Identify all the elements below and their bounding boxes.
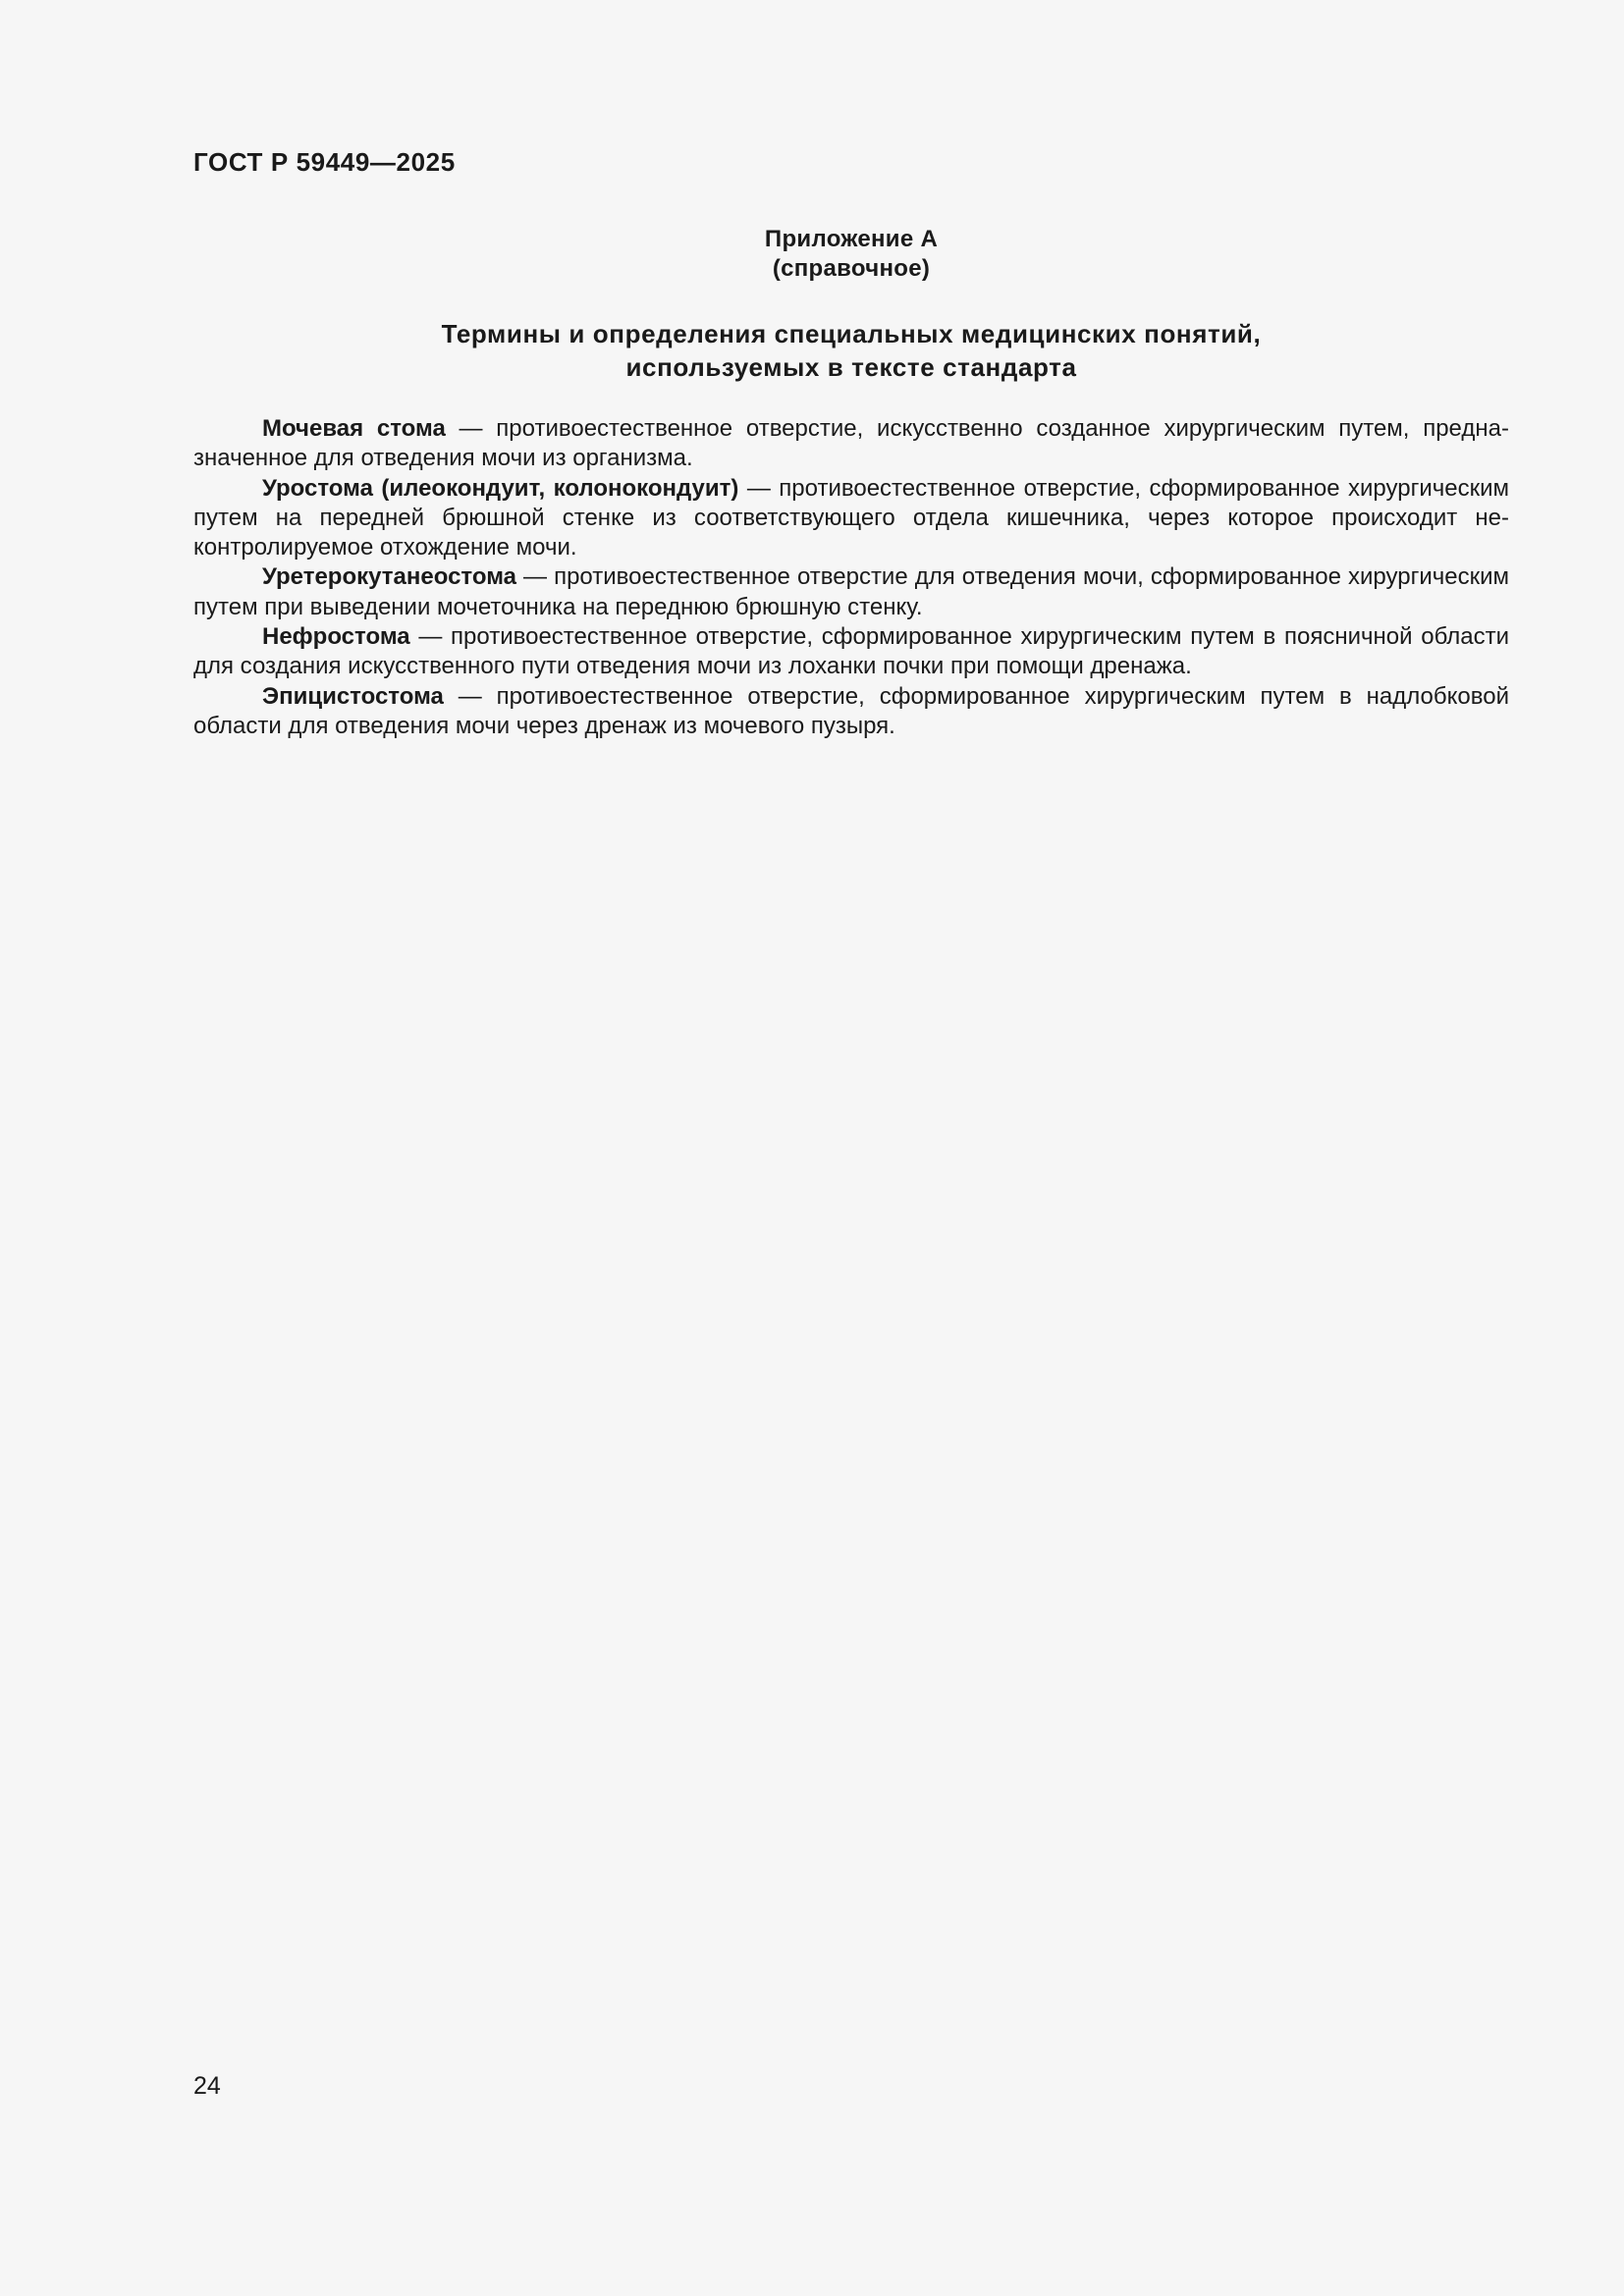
- section-title-line-1: Термины и определения специальных медицинских понятий,: [441, 319, 1262, 348]
- definition-paragraph: [193, 414, 1509, 474]
- appendix-subtitle: (справочное): [772, 255, 931, 282]
- definition-term: Уростома (илеокондуит, колонокондуит): [262, 474, 739, 502]
- definition-paragraph: [193, 562, 1509, 622]
- definition-term: Эпицистостома: [262, 682, 444, 710]
- definition-paragraph: [193, 682, 1509, 742]
- document-code: ГОСТ Р 59449—2025: [193, 147, 456, 177]
- appendix-title: Приложение А: [764, 226, 939, 252]
- definition-text: — противоестественное отверстие, сформированное хирургическим путем в надлобковой области для отведения мочи через дренаж из мочевого пузыря.: [193, 682, 1509, 739]
- definition-text: — противоестественное отверстие, искусственно созданное хирургическим путем, предназначенное для отведения мочи из организма.: [193, 415, 1509, 472]
- definition-text: — противоестественное отверстие, сформированное хирургическим путем в поясничной области для создания искусственного пути отведения мочи из лоханки почки при помощи дренажа.: [193, 623, 1509, 680]
- appendix-heading: [193, 225, 1509, 284]
- section-title-line-2: используемых в тексте стандарта: [625, 352, 1077, 382]
- page-number: 24: [193, 2072, 221, 2100]
- definition-text: — противоестественное отверстие, сформированное хирургическим путем на передней брюшной стенке из соответствующего отдела кишечника, через которое происходит неконтролируемое отхождение мочи.: [193, 474, 1509, 561]
- definition-term: Мочевая стома: [262, 415, 446, 442]
- definition-paragraph: [193, 622, 1509, 682]
- definition-text: — противоестественное отверстие для отведения мочи, сформированное хирургическим путем при выведении мочеточника на переднюю брюшную стенку.: [193, 563, 1509, 620]
- definition-term: Нефростома: [262, 623, 410, 651]
- definition-term: Уретерокутанеостома: [262, 563, 516, 591]
- definitions-list: [193, 414, 1509, 741]
- definition-paragraph: [193, 474, 1509, 563]
- section-title: [193, 317, 1509, 384]
